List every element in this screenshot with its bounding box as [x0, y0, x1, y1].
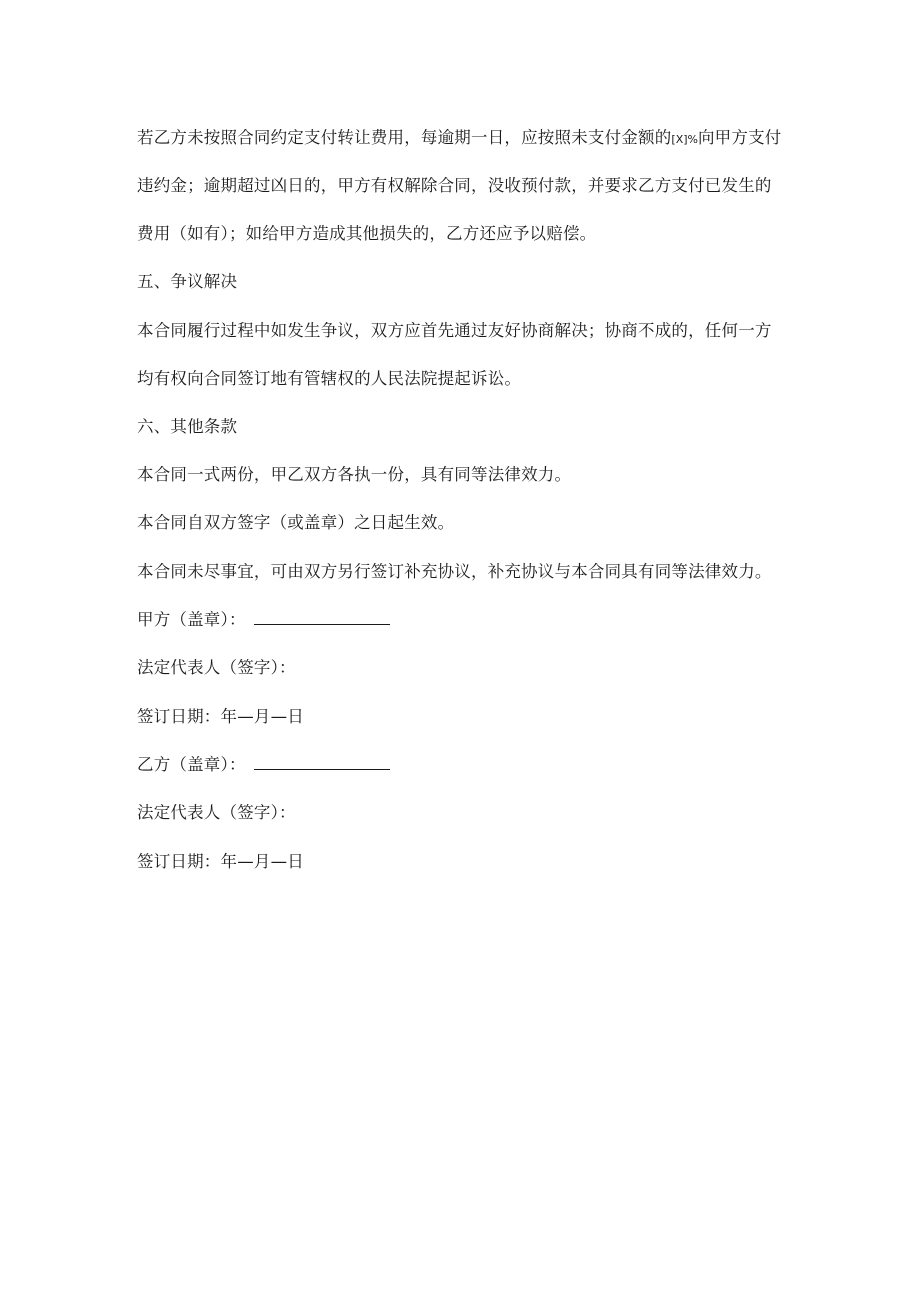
party-b-seal-blank[interactable]	[254, 753, 390, 770]
penalty-line-1-text: 若乙方未按照合同约定支付转让费用，每逾期一日，应按照未支付金额的	[137, 128, 672, 147]
party-b-seal-row	[137, 753, 390, 777]
party-a-seal-blank[interactable]	[254, 608, 390, 625]
party-a-date-label: 签订日期：年—月—日	[137, 707, 304, 726]
party-a-rep-label: 法定代表人（签字）：	[137, 658, 296, 677]
party-b-rep-label: 法定代表人（签字）：	[137, 803, 296, 822]
party-a-seal-row	[137, 608, 390, 632]
penalty-line-2: 违约金；逾期超过凶日的，甲方有权解除合同，没收预付款，并要求乙方支付已发生的	[137, 176, 772, 195]
penalty-line-1	[137, 126, 781, 152]
dispute-line-2: 均有权向合同签订地有管辖权的人民法院提起诉讼。	[137, 369, 522, 388]
dispute-heading: 五、争议解决	[137, 272, 238, 291]
penalty-rate-placeholder: [X]%	[671, 133, 698, 146]
party-b-seal-label: 乙方（盖章）：	[137, 755, 246, 774]
penalty-line-3: 费用（如有）；如给甲方造成其他损失的，乙方还应予以赔偿。	[137, 224, 597, 243]
other-clause-3: 本合同未尽事宜，可由双方另行签订补充协议，补充协议与本合同具有同等法律效力。	[137, 562, 772, 581]
penalty-line-1-end: 向甲方支付	[697, 128, 782, 147]
other-heading: 六、其他条款	[137, 417, 238, 436]
dispute-line-1: 本合同履行过程中如发生争议，双方应首先通过友好协商解决；协商不成的，任何一方	[137, 321, 772, 340]
party-b-date-label: 签订日期：年—月—日	[137, 852, 304, 871]
party-a-seal-label: 甲方（盖章）：	[137, 610, 246, 629]
other-clause-1: 本合同一式两份，甲乙双方各执一份，具有同等法律效力。	[137, 465, 572, 484]
other-clause-2: 本合同自双方签字（或盖章）之日起生效。	[137, 513, 455, 532]
